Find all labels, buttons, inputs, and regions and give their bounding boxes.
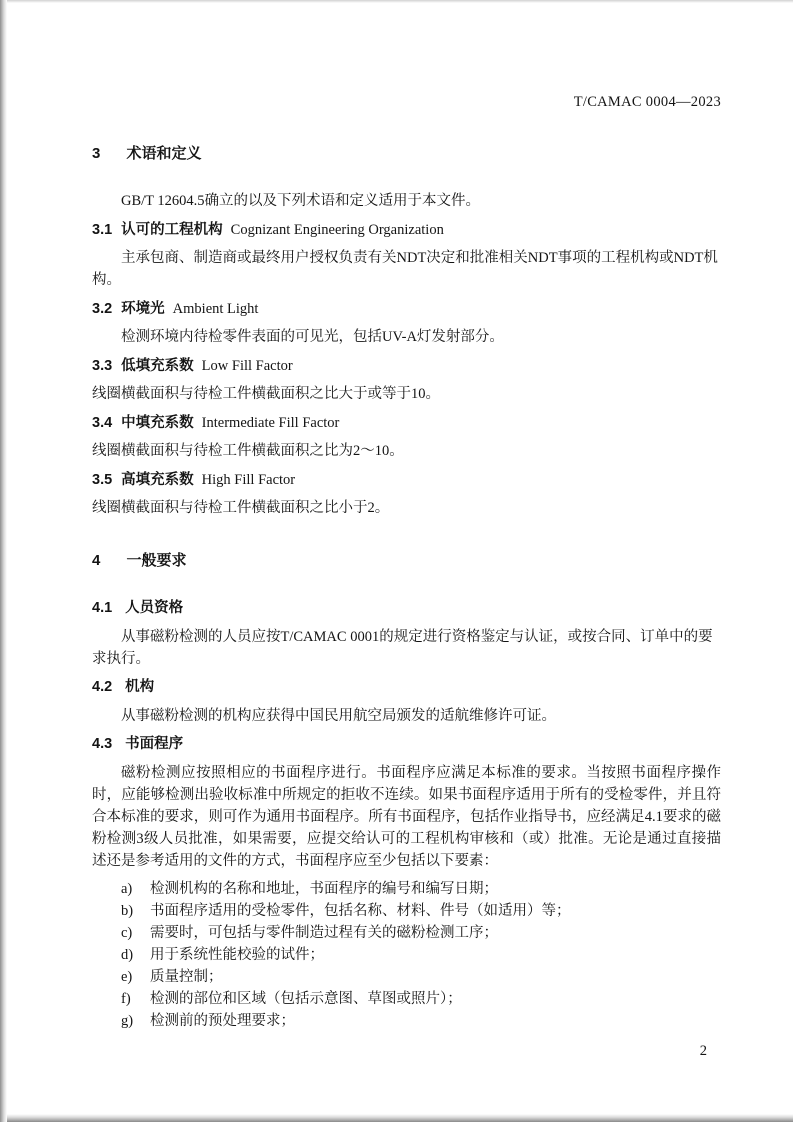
section-3-number: 3 [92,145,101,162]
term-3-5-heading [92,469,721,491]
scan-edge-top [0,0,793,3]
list-item-label: d) [121,947,134,963]
term-number: 3.2 [92,300,113,317]
term-3-4-heading [92,412,721,434]
section-4-number: 4 [92,552,101,569]
subsection-4-2 [92,676,721,727]
section-3-title: 术语和定义 [126,145,202,162]
term-name-en: Cognizant Engineering Organization [230,221,444,238]
subsection-title: 机构 [125,679,155,695]
list-item-label: g) [121,1013,134,1029]
term-3-5 [92,469,721,520]
term-3-2-definition: 检测环境内待检零件表面的可见光，包括UV-A灯发射部分。 [121,329,504,345]
term-name-en: Intermediate Fill Factor [201,414,340,431]
section-4-title: 一般要求 [126,552,187,569]
term-number: 3.3 [92,357,113,374]
list-item-text: 检测的部位和区域（包括示意图、草图或照片）； [150,991,462,1007]
list-item-text: 检测机构的名称和地址，书面程序的编号和编写日期； [150,881,498,897]
requirements-list [92,878,721,1032]
page-content [92,92,721,1032]
term-name-zh: 高填充系数 [121,471,194,488]
term-3-2-heading [92,298,721,320]
term-3-4-definition: 线圈横截面积与待检工件横截面积之比为2～10。 [92,443,404,459]
list-item-text: 质量控制； [150,969,223,985]
list-item-f [92,988,721,1010]
scan-edge-bottom [0,1114,793,1122]
term-3-3 [92,355,721,406]
term-name-zh: 低填充系数 [121,357,194,374]
subsection-4-2-body: 从事磁粉检测的机构应获得中国民用航空局颁发的适航维修许可证。 [121,707,556,724]
subsection-number: 4.1 [92,600,113,616]
list-item-g [92,1010,721,1032]
term-name-zh: 认可的工程机构 [121,221,223,238]
list-item-text: 需要时，可包括与零件制造过程有关的磁粉检测工序； [150,925,498,941]
list-item-text: 检测前的预处理要求； [150,1013,295,1029]
term-number: 3.4 [92,414,113,431]
list-item-text: 书面程序适用的受检零件，包括名称、材料、件号（如适用）等； [150,903,571,919]
term-number: 3.1 [92,221,113,238]
list-item-label: c) [121,925,133,941]
subsection-4-1-heading [92,597,721,619]
term-name-en: Low Fill Factor [201,357,293,374]
doc-number: T/CAMAC 0004—2023 [573,94,721,110]
term-3-4 [92,412,721,463]
page-number: 2 [699,1043,707,1059]
term-name-en: Ambient Light [172,300,259,317]
subsection-4-3-body: 磁粉检测应按照相应的书面程序进行。书面程序应满足本标准的要求。当按照书面程序操作时，应能够检测出验收标准中所规定的拒收不连续。如果书面程序适用于所有的受检零件，并且符合本标准的要求，则可作为通用书面程序。所有书面程序，包括作业指导书，应经满足4.1要求的磁粉检测3级人员批准，如果需要，应提交给认可的工程机构审核和（或）批准。无论是通过直接描述还是参考适用的文件的方式，书面程序应至少包括以下要素： [92,764,721,869]
section-3-intro: GB/T 12604.5确立的以及下列术语和定义适用于本文件。 [121,193,481,209]
subsection-title: 书面程序 [125,736,184,752]
subsection-4-1-body: 从事磁粉检测的人员应按T/CAMAC 0001的规定进行资格鉴定与认证，或按合同、订单中的要求执行。 [92,628,713,667]
list-item-a [92,878,721,900]
list-item-label: f) [121,991,131,1007]
subsection-4-3 [92,733,721,1032]
term-3-5-definition: 线圈横截面积与待检工件横截面积之比小于2。 [92,500,390,516]
subsection-4-3-heading [92,733,721,755]
subsection-title: 人员资格 [125,600,184,616]
term-number: 3.5 [92,471,113,488]
list-item-label: e) [121,969,133,985]
section-3-heading [92,144,721,164]
term-3-3-definition: 线圈横截面积与待检工件横截面积之比大于或等于10。 [92,386,440,402]
term-name-zh: 环境光 [121,300,165,317]
subsection-4-2-heading [92,676,721,698]
list-item-text: 用于系统性能校验的试件； [150,947,324,963]
subsection-4-1 [92,597,721,670]
scan-edge-left [0,0,7,1122]
term-name-en: High Fill Factor [201,471,296,488]
term-3-3-heading [92,355,721,377]
list-item-b [92,900,721,922]
subsection-number: 4.2 [92,679,113,695]
list-item-label: a) [121,881,133,897]
term-3-1 [92,219,721,292]
term-3-1-definition: 主承包商、制造商或最终用户授权负责有关NDT决定和批准相关NDT事项的工程机构或NDT机构。 [92,250,718,288]
term-name-zh: 中填充系数 [121,414,194,431]
list-item-d [92,944,721,966]
list-item-e [92,966,721,988]
subsection-number: 4.3 [92,736,113,752]
list-item-label: b) [121,903,134,919]
list-item-c [92,922,721,944]
term-3-1-heading [92,219,721,241]
term-3-2 [92,298,721,349]
section-4-heading [92,551,721,571]
doc-header [92,92,721,112]
